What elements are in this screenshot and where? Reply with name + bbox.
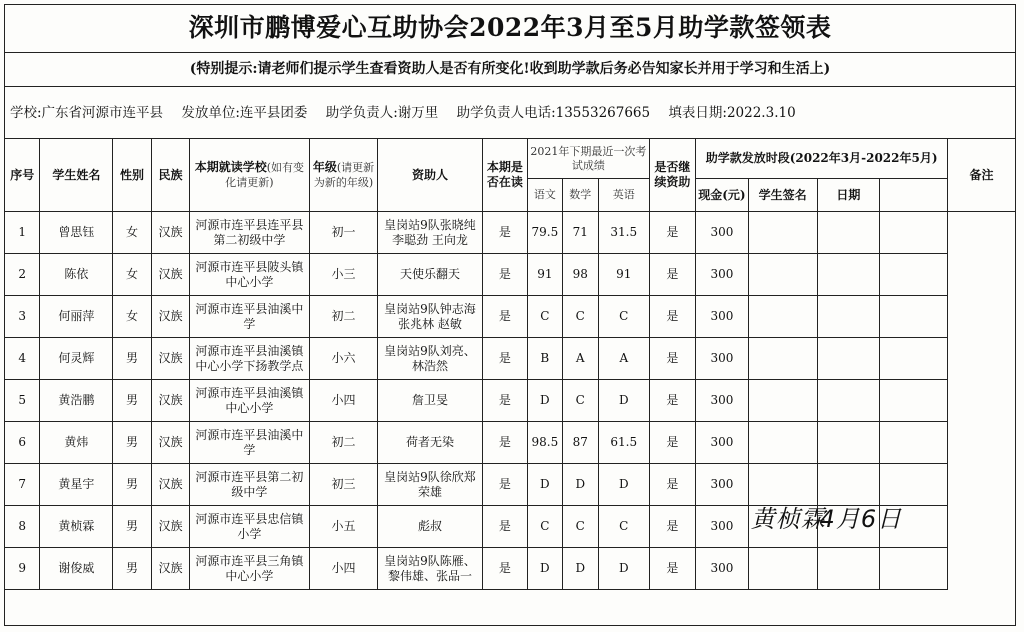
- cell-math: C: [562, 296, 598, 338]
- cell-gender: 男: [113, 464, 151, 506]
- cell-amount: 300: [696, 296, 749, 338]
- cell-ethnicity: 汉族: [151, 296, 189, 338]
- col-chinese: 语文: [528, 179, 562, 212]
- phone-info: 助学负责人电话:13553267665: [456, 105, 651, 121]
- cell-date: [817, 212, 880, 254]
- cell-gender: 男: [113, 506, 151, 548]
- cell-school: 河源市连平县油溪镇中心小学: [190, 380, 309, 422]
- cell-date: [817, 422, 880, 464]
- cell-chinese: 79.5: [528, 212, 562, 254]
- table-row: [5, 506, 1016, 548]
- col-ethnicity: 民族: [151, 139, 189, 212]
- cell-english: C: [598, 296, 649, 338]
- handwritten-signature: 黄桢霖: [750, 505, 826, 533]
- cell-english: C: [598, 506, 649, 548]
- cell-date: [817, 254, 880, 296]
- cell-math: C: [562, 506, 598, 548]
- cell-english: D: [598, 380, 649, 422]
- cell-grade: 小五: [309, 506, 378, 548]
- cell-date: [817, 505, 903, 548]
- cell-grade: 小六: [309, 338, 378, 380]
- cell-name: 曾思钰: [40, 212, 113, 254]
- cell-ethnicity: 汉族: [151, 254, 189, 296]
- cell-sponsor: 彪叔: [378, 506, 482, 548]
- cell-amount: 300: [696, 254, 749, 296]
- cell-sponsor: 荷者无染: [378, 422, 482, 464]
- cell-remark: [880, 464, 948, 506]
- table-row: [5, 548, 1016, 590]
- cell-grade: 初二: [309, 296, 378, 338]
- cell-sponsor: 天使乐翻天: [378, 254, 482, 296]
- cell-signature: [748, 548, 817, 590]
- cell-date: [817, 464, 880, 506]
- cell-math: D: [562, 548, 598, 590]
- table-row: [5, 464, 1016, 506]
- cell-school: 河源市连平县油溪镇中心小学下扬教学点: [190, 338, 309, 380]
- cell-gender: 男: [113, 422, 151, 464]
- cell-no: 8: [5, 506, 40, 548]
- cell-continue: 是: [649, 506, 696, 548]
- cell-amount: 300: [696, 422, 749, 464]
- cell-remark: [880, 338, 948, 380]
- cell-signature: [748, 464, 817, 506]
- cell-english: 31.5: [598, 212, 649, 254]
- cell-amount: 300: [696, 212, 749, 254]
- cell-amount: 300: [696, 338, 749, 380]
- cell-chinese: D: [528, 548, 562, 590]
- cell-chinese: C: [528, 506, 562, 548]
- cell-ethnicity: 汉族: [151, 506, 189, 548]
- cell-signature: [748, 254, 817, 296]
- col-math: 数学: [562, 179, 598, 212]
- cell-continue: 是: [649, 464, 696, 506]
- cell-ethnicity: 汉族: [151, 464, 189, 506]
- cell-signature: [748, 380, 817, 422]
- cell-no: 4: [5, 338, 40, 380]
- cell-ethnicity: 汉族: [151, 422, 189, 464]
- cell-sponsor: 皇岗站9队钟志海张兆林 赵敏: [378, 296, 482, 338]
- cell-remark: [880, 422, 948, 464]
- cell-sponsor: 皇岗站9队刘亮、林浩然: [378, 338, 482, 380]
- cell-ethnicity: 汉族: [151, 548, 189, 590]
- cell-gender: 男: [113, 548, 151, 590]
- cell-ethnicity: 汉族: [151, 338, 189, 380]
- table-row: [5, 380, 1016, 422]
- cell-date: [817, 338, 880, 380]
- cell-signature: [748, 422, 817, 464]
- col-exam: 2021年下期最近一次考试成绩: [528, 139, 649, 179]
- cell-name: 黄炜: [40, 422, 113, 464]
- table-row: [5, 338, 1016, 380]
- cell-gender: 女: [113, 212, 151, 254]
- school-info: 学校:广东省河源市连平县: [10, 105, 164, 121]
- cell-grade: 初二: [309, 422, 378, 464]
- cell-math: A: [562, 338, 598, 380]
- cell-continue: 是: [649, 212, 696, 254]
- cell-signature: [748, 296, 817, 338]
- cell-grade: 小四: [309, 380, 378, 422]
- col-remark: 备注: [948, 139, 1016, 212]
- fill-date-info: 填表日期:2022.3.10: [668, 105, 796, 121]
- cell-chinese: 91: [528, 254, 562, 296]
- cell-amount: 300: [696, 380, 749, 422]
- cell-sponsor: 皇岗站9队陈雁、黎伟雄、张品一: [378, 548, 482, 590]
- cell-no: 7: [5, 464, 40, 506]
- cell-math: 71: [562, 212, 598, 254]
- col-name: 学生姓名: [40, 139, 113, 212]
- issuer-info: 发放单位:连平县团委: [181, 105, 308, 121]
- cell-enrolled: 是: [482, 380, 528, 422]
- cell-signature: [748, 505, 826, 548]
- cell-school: 河源市连平县油溪中学: [190, 296, 309, 338]
- cell-remark: [880, 254, 948, 296]
- cell-gender: 女: [113, 254, 151, 296]
- cell-amount: 300: [696, 464, 749, 506]
- cell-name: 何丽萍: [40, 296, 113, 338]
- cell-remark: [880, 380, 948, 422]
- col-date: 日期: [817, 179, 880, 212]
- cell-gender: 男: [113, 338, 151, 380]
- cell-math: 98: [562, 254, 598, 296]
- cell-ethnicity: 汉族: [151, 212, 189, 254]
- col-english: 英语: [598, 179, 649, 212]
- cell-no: 5: [5, 380, 40, 422]
- cell-grade: 小四: [309, 548, 378, 590]
- cell-english: 91: [598, 254, 649, 296]
- col-grade: 年级(请更新为新的年级): [309, 139, 378, 212]
- col-period: 助学款发放时段(2022年3月-2022年5月): [696, 139, 948, 179]
- cell-english: D: [598, 464, 649, 506]
- cell-enrolled: 是: [482, 464, 528, 506]
- col-continue: 是否继续资助: [649, 139, 696, 212]
- cell-sponsor: 皇岗站9队张晓纯李聪劲 王向龙: [378, 212, 482, 254]
- cell-school: 河源市连平县第二初级中学: [190, 464, 309, 506]
- cell-name: 陈依: [40, 254, 113, 296]
- cell-chinese: D: [528, 380, 562, 422]
- cell-no: 3: [5, 296, 40, 338]
- cell-signature: [748, 338, 817, 380]
- cell-enrolled: 是: [482, 338, 528, 380]
- cell-english: 61.5: [598, 422, 649, 464]
- cell-enrolled: 是: [482, 212, 528, 254]
- cell-math: D: [562, 464, 598, 506]
- aid-table: [4, 138, 1016, 590]
- col-enrolled: 本期是否在读: [482, 139, 528, 212]
- cell-remark: [880, 296, 948, 338]
- cell-name: 黄星宇: [40, 464, 113, 506]
- cell-amount: 300: [696, 506, 749, 548]
- cell-continue: 是: [649, 338, 696, 380]
- cell-math: 87: [562, 422, 598, 464]
- divider: [4, 86, 1016, 87]
- special-notice: (特别提示:请老师们提示学生查看资助人是否有所变化!收到助学款后务必告知家长并用于学习和生活上): [189, 61, 831, 77]
- cell-remark: [880, 212, 948, 254]
- cell-math: C: [562, 380, 598, 422]
- cell-continue: 是: [649, 296, 696, 338]
- cell-grade: 初一: [309, 212, 378, 254]
- col-no: 序号: [5, 139, 40, 212]
- info-line: [10, 101, 810, 121]
- cell-school: 河源市连平县忠信镇小学: [190, 506, 309, 548]
- cell-enrolled: 是: [482, 422, 528, 464]
- table-row: [5, 212, 1016, 254]
- cell-school: 河源市连平县连平县第二初级中学: [190, 212, 309, 254]
- cell-enrolled: 是: [482, 548, 528, 590]
- cell-chinese: D: [528, 464, 562, 506]
- cell-school: 河源市连平县三角镇中心小学: [190, 548, 309, 590]
- divider: [4, 52, 1016, 53]
- cell-chinese: 98.5: [528, 422, 562, 464]
- cell-sponsor: 詹卫旻: [378, 380, 482, 422]
- cell-chinese: C: [528, 296, 562, 338]
- cell-ethnicity: 汉族: [151, 380, 189, 422]
- cell-name: 何灵辉: [40, 338, 113, 380]
- cell-date: [817, 380, 880, 422]
- cell-grade: 初三: [309, 464, 378, 506]
- col-sponsor: 资助人: [378, 139, 482, 212]
- cell-english: A: [598, 338, 649, 380]
- cell-continue: 是: [649, 548, 696, 590]
- cell-date: [817, 296, 880, 338]
- cell-school: 河源市连平县油溪中学: [190, 422, 309, 464]
- table-row: [5, 254, 1016, 296]
- cell-no: 2: [5, 254, 40, 296]
- manager-info: 助学负责人:谢万里: [325, 105, 439, 121]
- cell-gender: 男: [113, 380, 151, 422]
- cell-continue: 是: [649, 380, 696, 422]
- cell-enrolled: 是: [482, 254, 528, 296]
- cell-school: 河源市连平县陂头镇中心小学: [190, 254, 309, 296]
- table-row: [5, 422, 1016, 464]
- col-school: 本期就读学校(如有变化请更新): [190, 139, 309, 212]
- cell-no: 1: [5, 212, 40, 254]
- cell-continue: 是: [649, 422, 696, 464]
- cell-remark: [880, 548, 948, 590]
- cell-date: [817, 548, 880, 590]
- cell-grade: 小三: [309, 254, 378, 296]
- cell-sponsor: 皇岗站9队徐欣郑荣雄: [378, 464, 482, 506]
- cell-amount: 300: [696, 548, 749, 590]
- table-body: [5, 212, 1016, 590]
- cell-enrolled: 是: [482, 506, 528, 548]
- cell-continue: 是: [649, 254, 696, 296]
- cell-enrolled: 是: [482, 296, 528, 338]
- cell-name: 黄浩鹏: [40, 380, 113, 422]
- col-gender: 性别: [113, 139, 151, 212]
- col-signature: 学生签名: [748, 179, 817, 212]
- handwritten-date: 4月6日: [819, 505, 903, 533]
- col-amount: 现金(元): [696, 179, 749, 212]
- cell-no: 9: [5, 548, 40, 590]
- cell-english: D: [598, 548, 649, 590]
- cell-no: 6: [5, 422, 40, 464]
- form-title: 深圳市鹏博爱心互助协会2022年3月至5月助学款签领表: [188, 13, 832, 42]
- cell-signature: [748, 212, 817, 254]
- cell-chinese: B: [528, 338, 562, 380]
- cell-name: 黄桢霖: [40, 506, 113, 548]
- cell-name: 谢俊威: [40, 548, 113, 590]
- cell-gender: 女: [113, 296, 151, 338]
- table-row: [5, 296, 1016, 338]
